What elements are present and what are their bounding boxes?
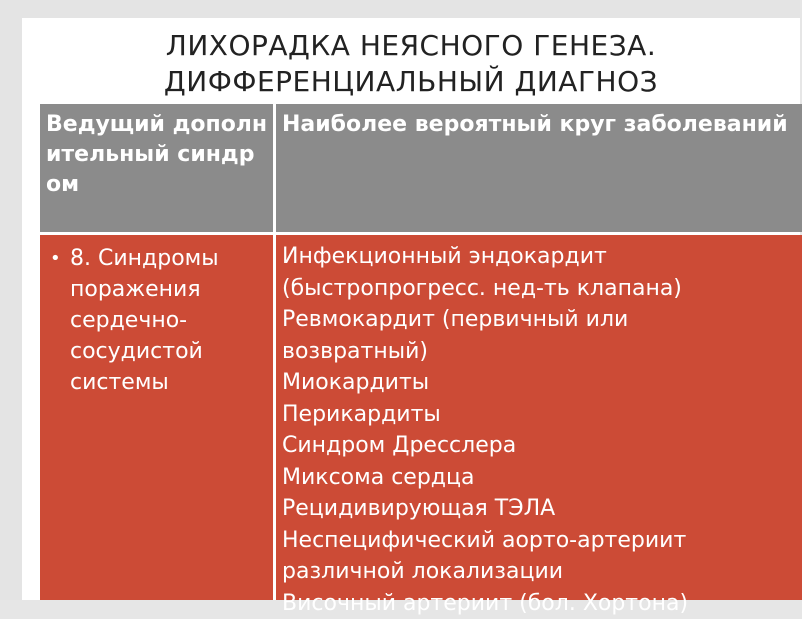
disease-item: (быстропрогресс. нед-ть клапана) bbox=[282, 273, 796, 305]
disease-item: Синдром Дресслера bbox=[282, 430, 796, 462]
disease-list bbox=[282, 241, 796, 619]
header-syndrome-label: Ведущий дополнительный синдром bbox=[46, 110, 269, 200]
disease-item: различной локализации bbox=[282, 556, 796, 588]
disease-item: Неспецифический аорто-артериит bbox=[282, 525, 796, 557]
disease-item: Рецидивирующая ТЭЛА bbox=[282, 493, 796, 525]
syndrome-text: 8. Синдромы поражения сердечно-сосудистой системы bbox=[70, 243, 265, 398]
disease-item: Миксома сердца bbox=[282, 462, 796, 494]
bullet-icon: • bbox=[50, 243, 70, 274]
disease-item: Инфекционный эндокардит bbox=[282, 241, 796, 273]
diagnosis-table bbox=[40, 104, 802, 600]
slide-title bbox=[22, 28, 800, 100]
header-diseases-label: Наиболее вероятный круг заболеваний bbox=[282, 110, 798, 140]
header-cell-diseases bbox=[276, 104, 802, 232]
slide-title-line-2: ДИФФЕРЕНЦИАЛЬНЫЙ ДИАГНОЗ bbox=[22, 64, 800, 100]
syndrome-list-item bbox=[50, 243, 271, 398]
disease-item: Височный артериит (бол. Хортона) bbox=[282, 588, 796, 619]
disease-item: Миокардиты bbox=[282, 367, 796, 399]
disease-item: Перикардиты bbox=[282, 399, 796, 431]
slide bbox=[22, 18, 800, 600]
body-cell-syndrome bbox=[40, 235, 273, 600]
body-cell-diseases bbox=[276, 235, 802, 600]
slide-title-line-1: ЛИХОРАДКА НЕЯСНОГО ГЕНЕЗА. bbox=[22, 28, 800, 64]
header-cell-syndrome bbox=[40, 104, 273, 232]
disease-item: Ревмокардит (первичный или bbox=[282, 304, 796, 336]
disease-item: возвратный) bbox=[282, 336, 796, 368]
